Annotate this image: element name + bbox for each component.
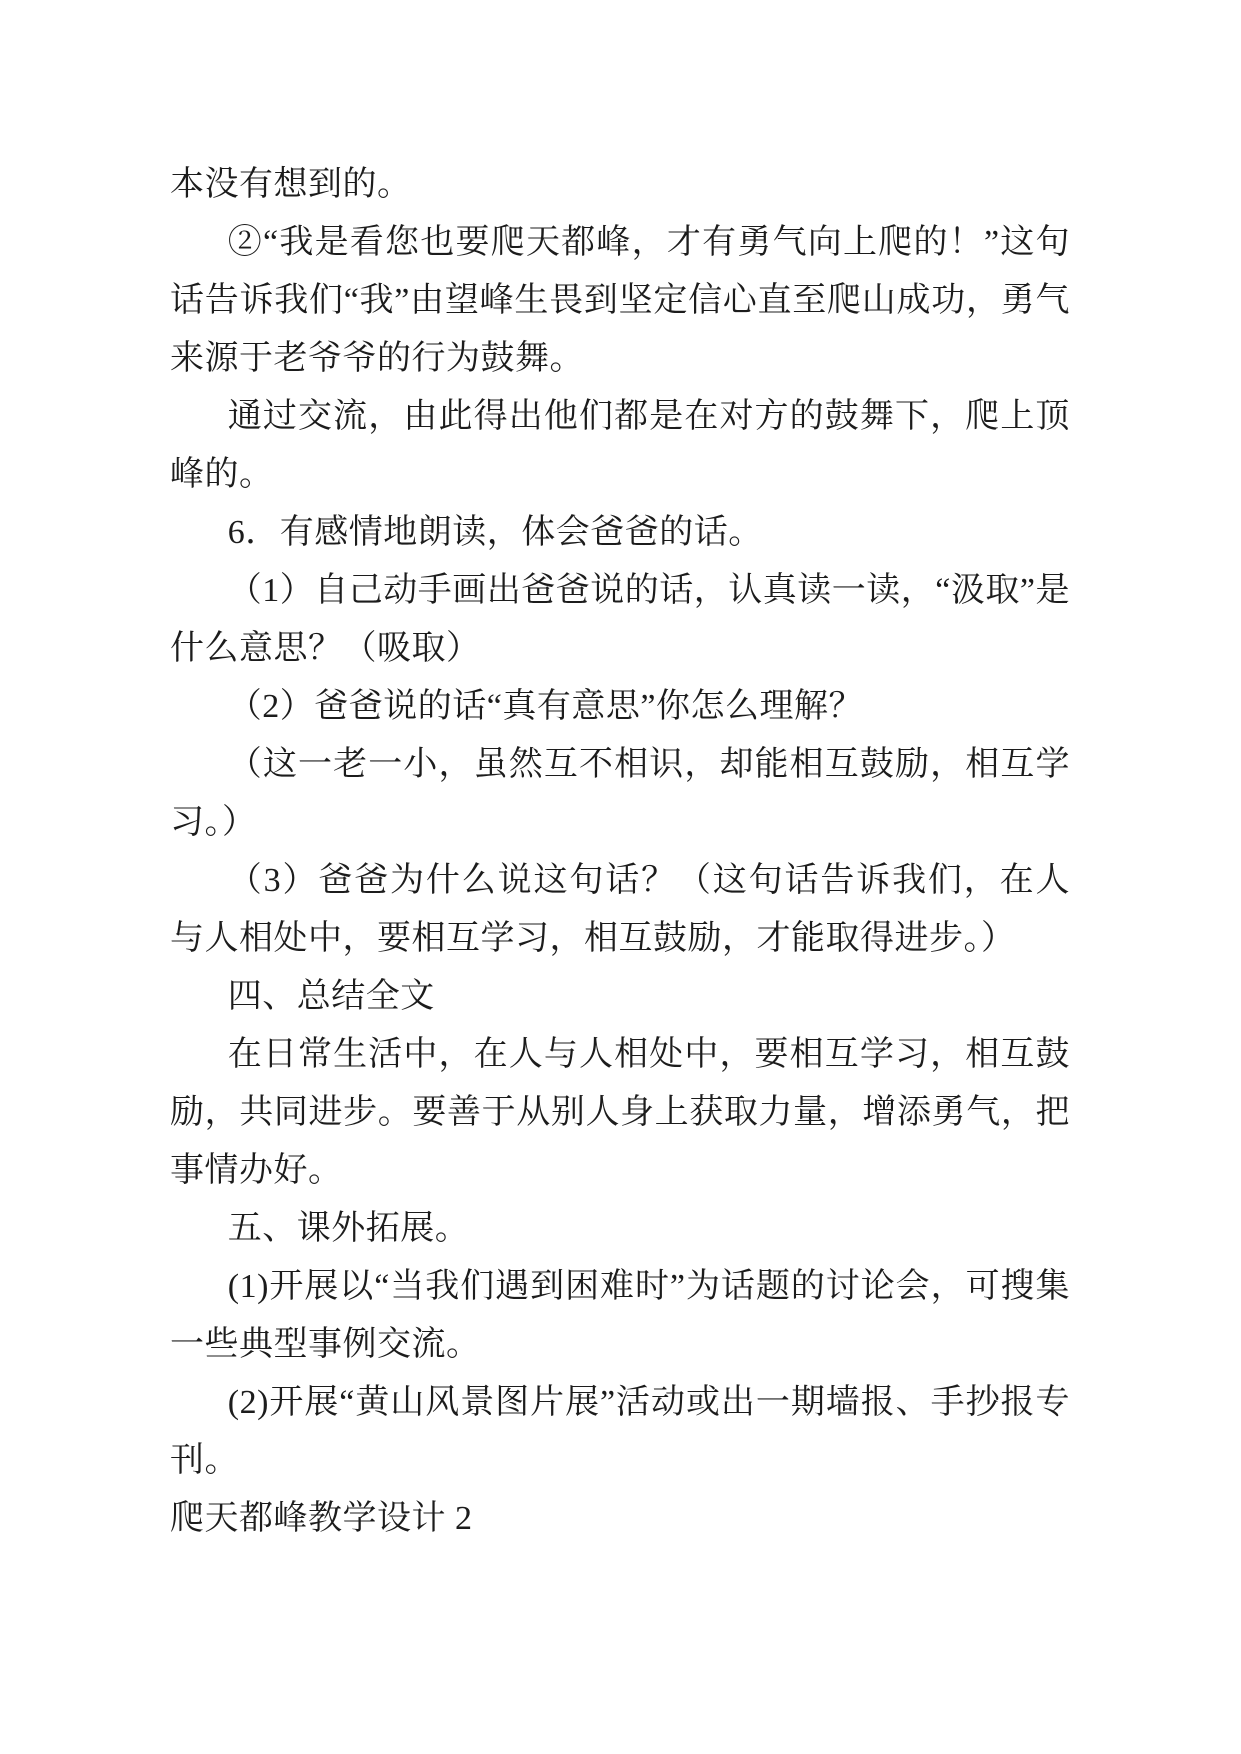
- paragraph-step6-item3: （3）爸爸为什么说这句话？（这句话告诉我们，在人与人相处中，要相互学习，相互鼓励，才能取得进步。）: [170, 862, 1070, 957]
- paragraph-section5-heading: 五、课外拓展。: [227, 1210, 470, 1247]
- paragraph-section4-summary: 在日常生活中，在人与人相处中，要相互学习，相互鼓励，共同进步。要善于从别人身上获取力量，增添勇气，把事情办好。: [170, 1036, 1070, 1189]
- paragraph-section5-item2: (2)开展“黄山风景图片展”活动或出一期墙报、手抄报专刊。: [170, 1384, 1070, 1479]
- paragraph-step6-item2: （2）爸爸说的话“真有意思”你怎么理解？: [227, 688, 863, 725]
- paragraph-exchange-conclusion: 通过交流，由此得出他们都是在对方的鼓舞下，爬上顶峰的。: [170, 398, 1070, 493]
- paragraph-step6-heading: 6．有感情地朗读，体会爸爸的话。: [227, 514, 763, 551]
- paragraph-step6-item1: （1）自己动手画出爸爸说的话，认真读一读，“汲取”是什么意思？（吸取）: [170, 572, 1070, 667]
- next-lesson-plan-heading: 爬天都峰教学设计 2: [170, 1500, 473, 1537]
- paragraph-section5-item1: (1)开展以“当我们遇到困难时”为话题的讨论会，可搜集一些典型事例交流。: [170, 1268, 1070, 1363]
- paragraph-continuation: 本没有想到的。: [170, 166, 412, 203]
- paragraph-step6-item2-answer: （这一老一小，虽然互不相识，却能相互鼓励，相互学习。）: [170, 746, 1070, 841]
- paragraph-section4-heading: 四、总结全文: [227, 978, 435, 1015]
- paragraph-point2-sentence: ②“我是看您也要爬天都峰，才有勇气向上爬的！”这句话告诉我们“我”由望峰生畏到坚定信心直至爬山成功，勇气来源于老爷爷的行为鼓舞。: [170, 224, 1070, 377]
